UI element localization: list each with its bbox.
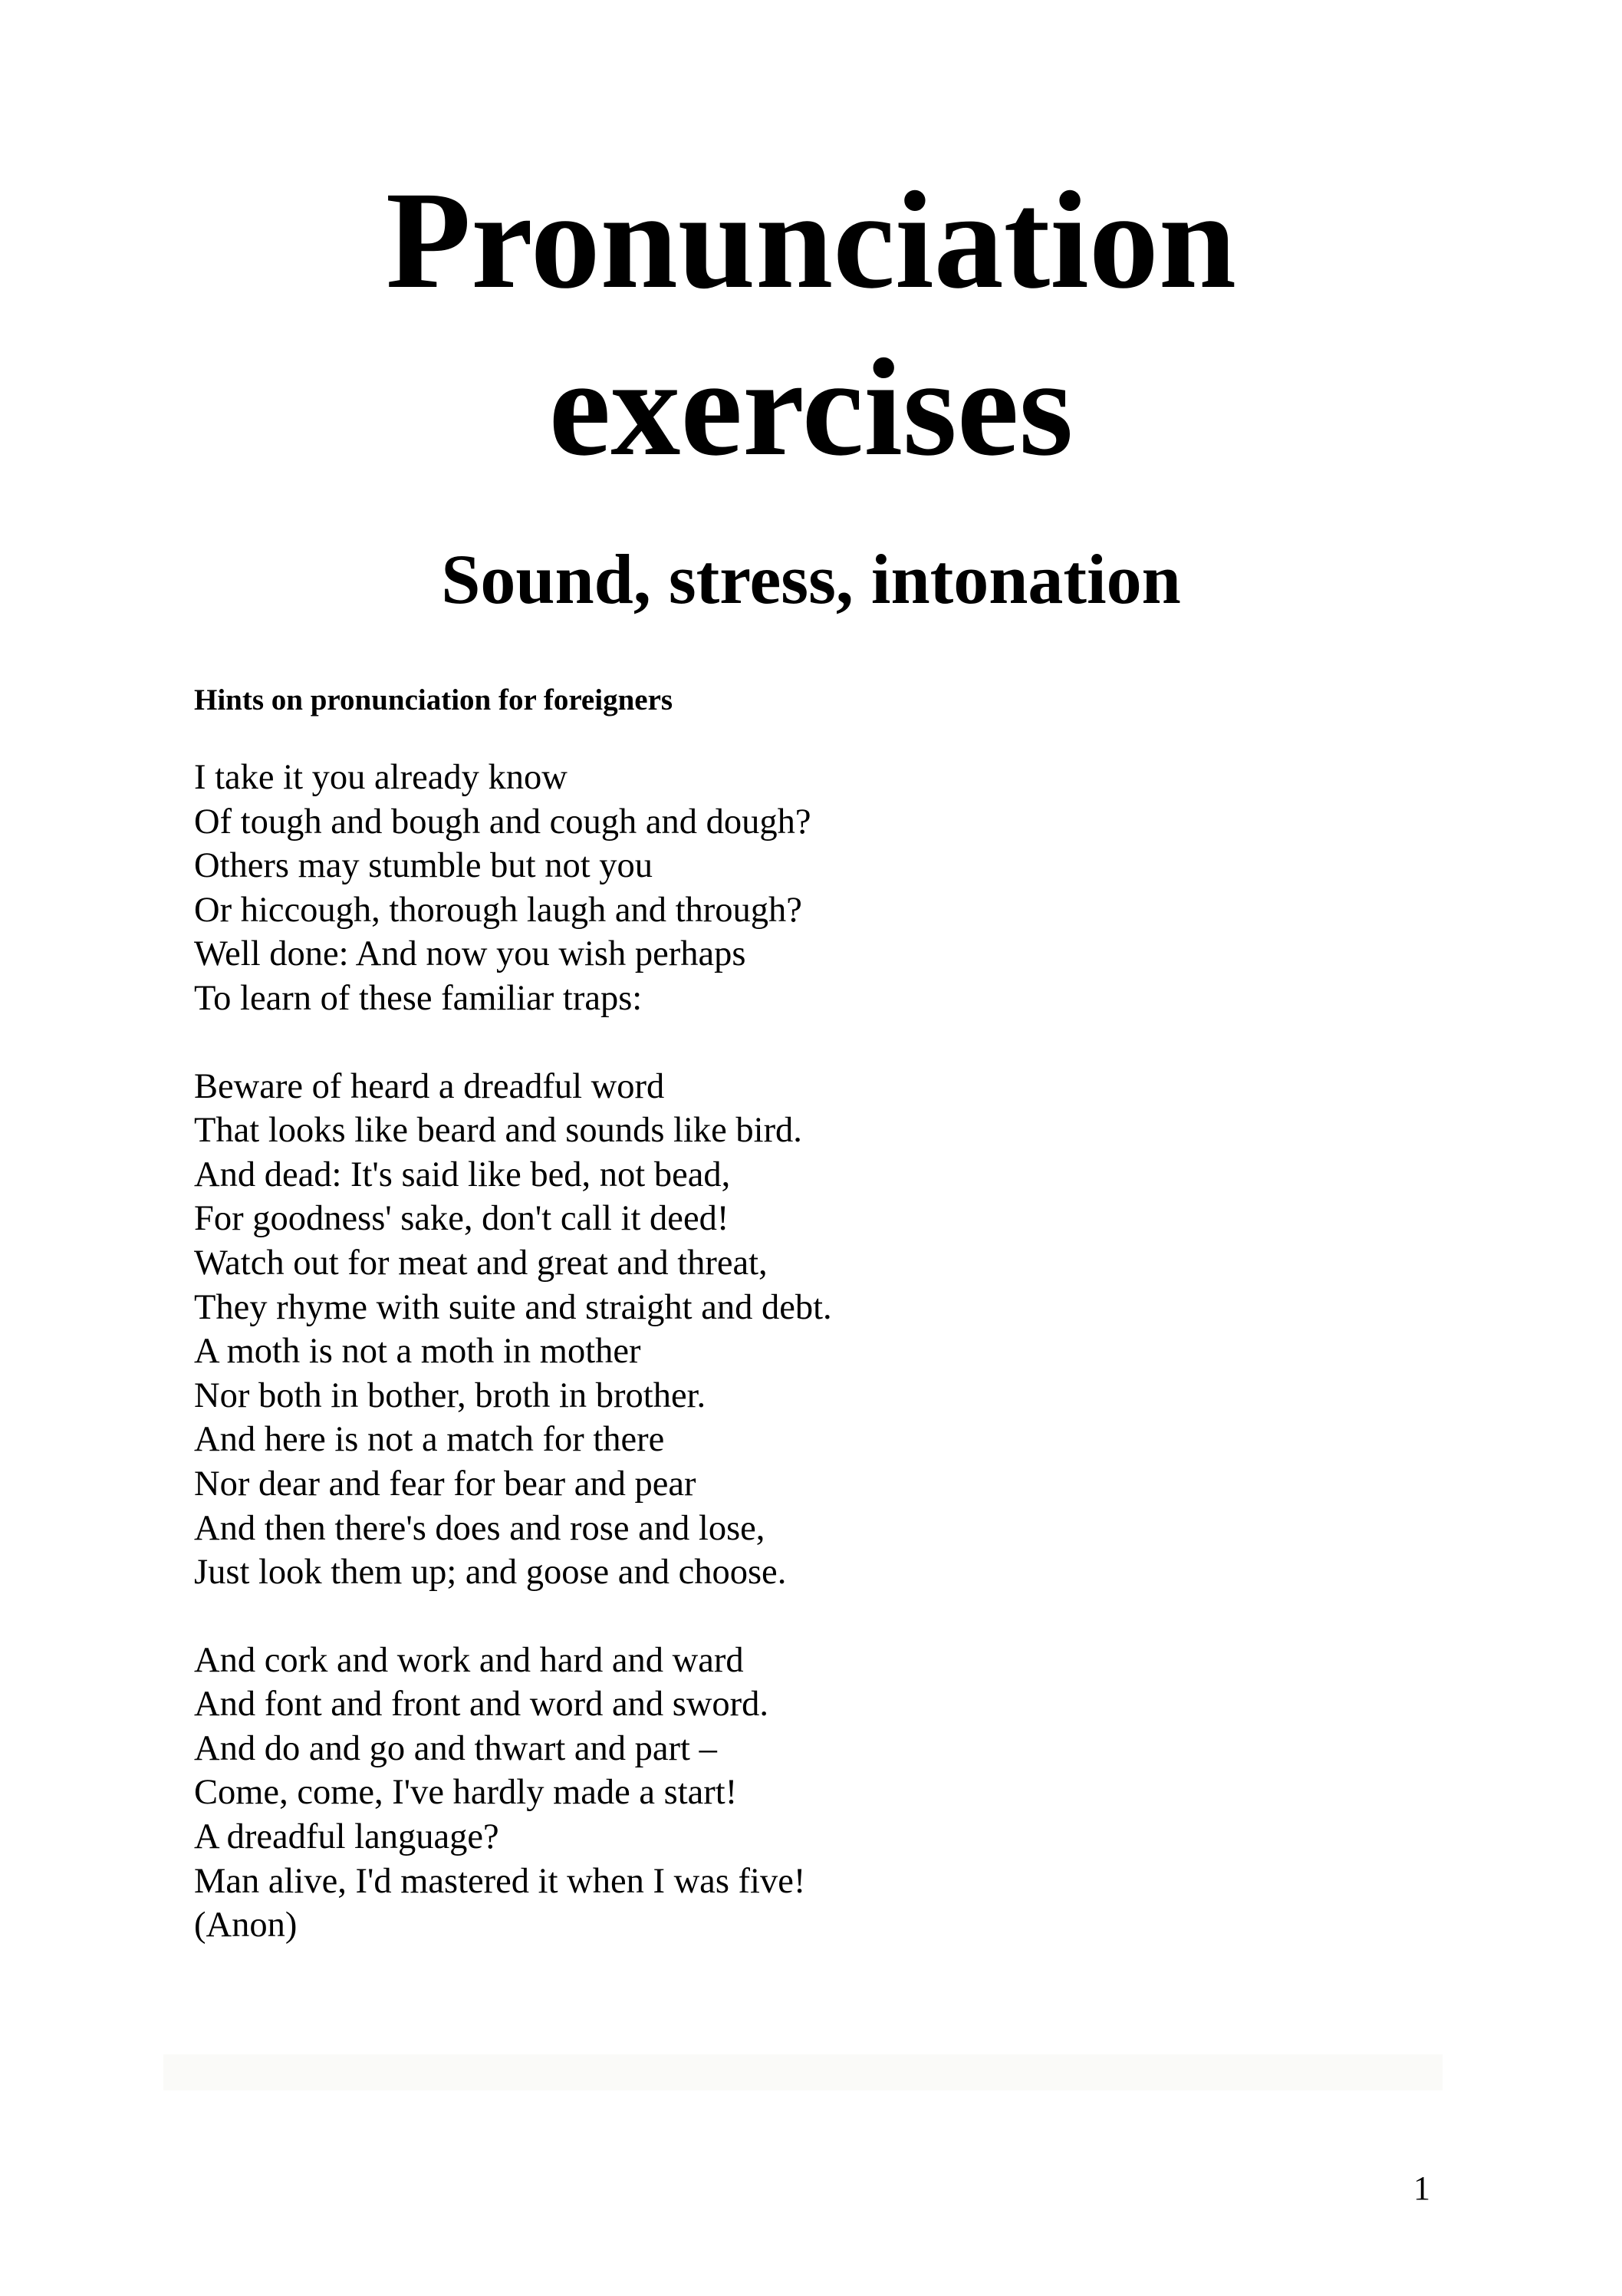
poem-line: And font and front and word and sword.	[194, 1685, 769, 1724]
poem-line: Watch out for meat and great and threat,	[194, 1243, 768, 1283]
poem-line: A dreadful language?	[194, 1817, 499, 1857]
poem	[194, 756, 1421, 1991]
poem-line: They rhyme with suite and straight and debt.	[194, 1287, 832, 1327]
poem-line: Well done: And now you wish perhaps	[194, 934, 746, 974]
poem-line: A moth is not a moth in mother	[194, 1332, 641, 1372]
title-line-2: exercises	[548, 331, 1074, 485]
poem-line: Nor dear and fear for bear and pear	[194, 1464, 696, 1504]
page-title	[0, 157, 1622, 492]
poem-line: Or hiccough, thorough laugh and through?	[194, 890, 802, 930]
stanza-2	[194, 1065, 1421, 1595]
title-line-1: Pronunciation	[385, 163, 1237, 318]
section-heading: Hints on pronunciation for foreigners	[194, 684, 673, 716]
poem-line: For goodness' sake, don't call it deed!	[194, 1199, 729, 1239]
poem-attribution: (Anon)	[194, 1906, 298, 1945]
poem-line: I take it you already know	[194, 758, 568, 797]
poem-line: Man alive, I'd mastered it when I was five!	[194, 1861, 806, 1901]
poem-line: And here is not a match for there	[194, 1420, 665, 1460]
page-number: 1	[1413, 2169, 1430, 2207]
poem-line: To learn of these familiar traps:	[194, 978, 643, 1018]
poem-line: And do and go and thwart and part –	[194, 1728, 717, 1768]
poem-line: Of tough and bough and cough and dough?	[194, 802, 811, 842]
poem-line: Others may stumble but not you	[194, 846, 653, 886]
stanza-1	[194, 756, 1421, 1021]
footer-bar	[163, 2054, 1443, 2090]
stanza-3	[194, 1639, 1421, 1948]
poem-line: Come, come, I've hardly made a start!	[194, 1773, 738, 1813]
poem-line: That looks like beard and sounds like bird.	[194, 1111, 802, 1151]
poem-line: And then there's does and rose and lose,	[194, 1508, 765, 1548]
poem-line: Just look them up; and goose and choose.	[194, 1553, 787, 1593]
poem-line: Nor both in bother, broth in brother.	[194, 1375, 706, 1415]
page-subtitle: Sound, stress, intonation	[441, 540, 1181, 618]
poem-line: And dead: It's said like bed, not bead,	[194, 1155, 731, 1194]
poem-line: And cork and work and hard and ward	[194, 1640, 744, 1680]
poem-line: Beware of heard a dreadful word	[194, 1066, 665, 1106]
